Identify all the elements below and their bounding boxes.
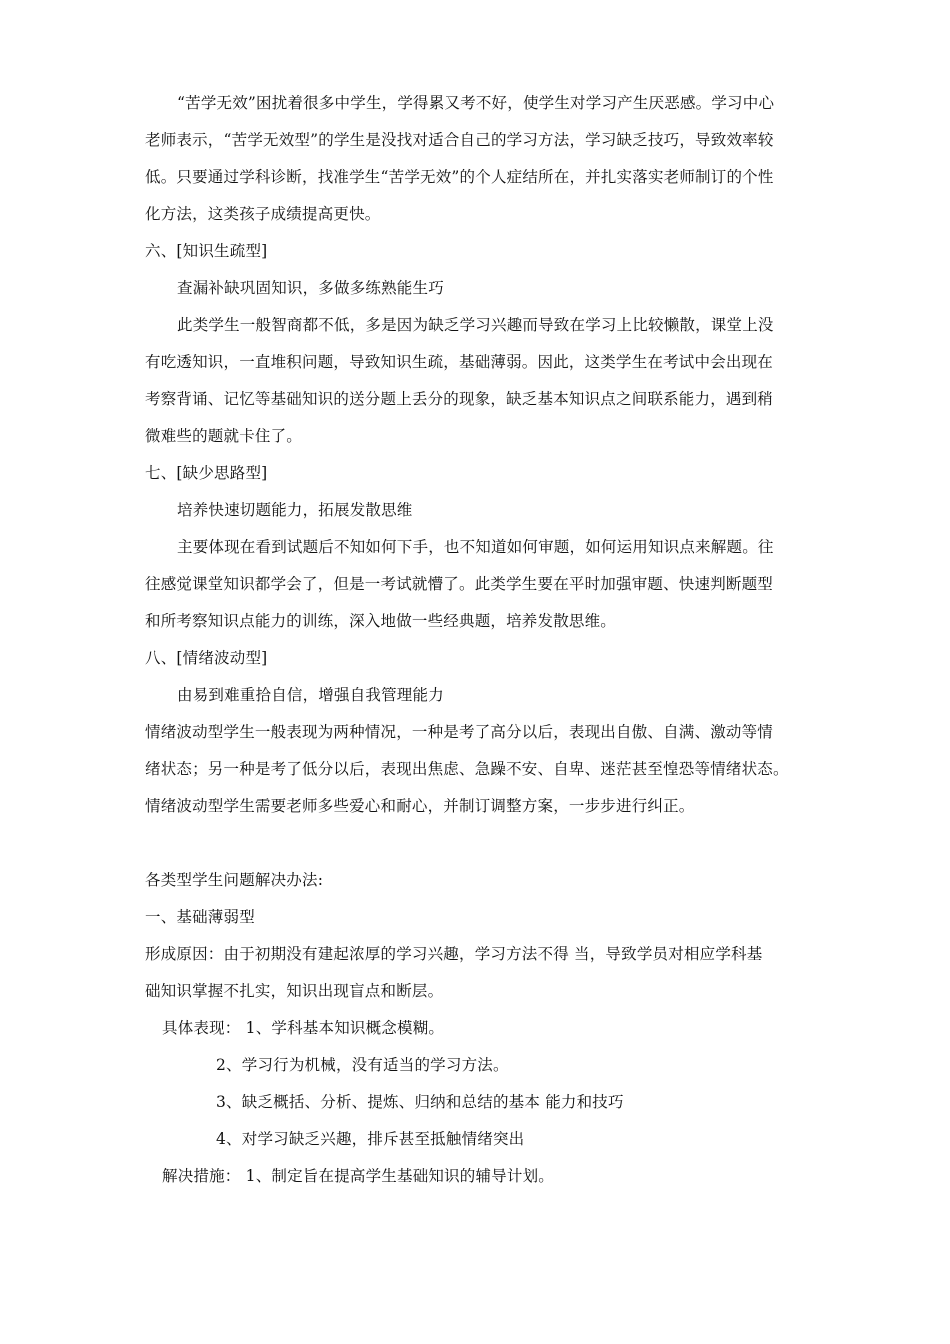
section-heading: 七、[缺少思路型]	[145, 464, 268, 482]
paragraph-line: 低。只要通过学科诊断，找准学生“苦学无效”的个人症结所在，并扎实落实老师制订的个性	[145, 168, 774, 186]
paragraph-line: 情绪波动型学生需要老师多些爱心和耐心，并制订调整方案，一步步进行纠正。	[145, 797, 695, 815]
paragraph-line: 微难些的题就卡住了。	[145, 427, 303, 445]
paragraph-line: 有吃透知识，一直堆积问题，导致知识生疏，基础薄弱。因此，这类学生在考试中会出现在	[145, 353, 774, 371]
section-heading: 八、[情绪波动型]	[145, 649, 268, 667]
paragraph-line: 老师表示，“苦学无效型”的学生是没找对适合自己的学习方法，学习缺乏技巧，导致效率较	[145, 131, 774, 149]
paragraph-line: 情绪波动型学生一般表现为两种情况，一种是考了高分以后，表现出自傲、自满、激动等情	[145, 723, 774, 741]
section-heading: 一、基础薄弱型	[145, 908, 255, 926]
paragraph-line: 绪状态；另一种是考了低分以后，表现出焦虑、急躁不安、自卑、迷茫甚至惶恐等情绪状态。	[145, 760, 789, 778]
list-item: 具体表现： 1、学科基本知识概念模糊。	[162, 1019, 445, 1037]
paragraph-line: 形成原因：由于初期没有建起浓厚的学习兴趣，学习方法不得 当，导致学员对相应学科基	[145, 945, 763, 963]
section-subtitle: 培养快速切题能力，拓展发散思维	[177, 501, 413, 519]
paragraph-line: 主要体现在看到试题后不知如何下手，也不知道如何审题，如何运用知识点来解题。往	[177, 538, 774, 556]
paragraph-line: 础知识掌握不扎实，知识出现盲点和断层。	[145, 982, 444, 1000]
paragraph-line: 考察背诵、记忆等基础知识的送分题上丢分的现象，缺乏基本知识点之间联系能力，遇到稍	[145, 390, 774, 408]
section-subtitle: 由易到难重拾自信，增强自我管理能力	[177, 686, 444, 704]
section-subtitle: 查漏补缺巩固知识，多做多练熟能生巧	[177, 279, 444, 297]
list-item: 解决措施： 1、制定旨在提高学生基础知识的辅导计划。	[162, 1167, 554, 1185]
paragraph-line: 往感觉课堂知识都学会了，但是一考试就懵了。此类学生要在平时加强审题、快速判断题型	[145, 575, 774, 593]
paragraph-line: “苦学无效”困扰着很多中学生，学得累又考不好，使学生对学习产生厌恶感。学习中心	[177, 94, 775, 112]
paragraph-line: 和所考察知识点能力的训练，深入地做一些经典题，培养发散思维。	[145, 612, 617, 630]
paragraph-line: 此类学生一般智商都不低，多是因为缺乏学习兴趣而导致在学习上比较懒散，课堂上没	[177, 316, 774, 334]
section-heading: 六、[知识生疏型]	[145, 242, 268, 260]
list-item: 3、缺乏概括、分析、提炼、归纳和总结的基本 能力和技巧	[216, 1093, 624, 1111]
list-item: 2、学习行为机械，没有适当的学习方法。	[216, 1056, 509, 1074]
paragraph-line: 化方法，这类孩子成绩提高更快。	[145, 205, 381, 223]
list-item: 4、对学习缺乏兴趣，排斥甚至抵触情绪突出	[216, 1130, 525, 1148]
section-heading: 各类型学生问题解决办法:	[145, 871, 324, 889]
